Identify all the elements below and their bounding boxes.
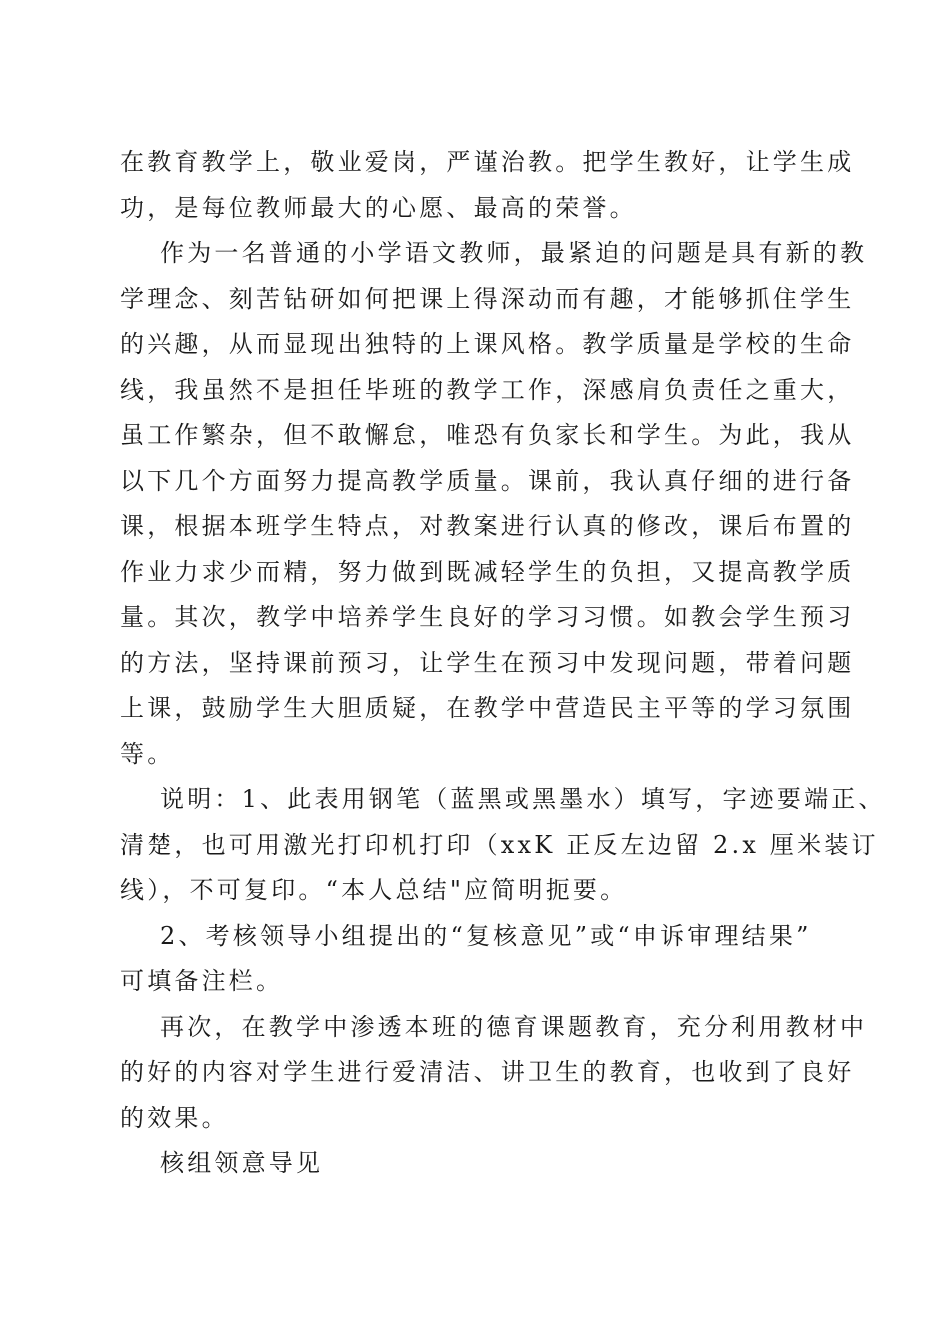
text-line: 可填备注栏。 bbox=[120, 967, 284, 995]
text-line: 的方法，坚持课前预习，让学生在预习中发现问题，带着问题 bbox=[120, 648, 855, 677]
text-line: 核组领意导见 bbox=[160, 1149, 324, 1177]
text-line: 线，我虽然不是担任毕班的教学工作，深感肩负责任之重大， bbox=[120, 375, 855, 404]
text-line: 以下几个方面努力提高教学质量。课前，我认真仔细的进行备 bbox=[120, 466, 855, 495]
text-line: 说明：1、此表用钢笔（蓝黑或黑墨水）填写，字迹要端正、 bbox=[160, 785, 886, 813]
text-line: 在教育教学上，敬业爱岗，严谨治教。把学生教好，让学生成 bbox=[120, 148, 855, 176]
text-line: 等。 bbox=[120, 739, 175, 768]
text-line: 虽工作繁杂，但不敢懈怠，唯恐有负家长和学生。为此，我从 bbox=[120, 421, 855, 449]
text-line: 的好的内容对学生进行爱清洁、讲卫生的教育，也收到了良好 bbox=[120, 1058, 855, 1086]
text-line: 的兴趣，从而显现出独特的上课风格。教学质量是学校的生命 bbox=[120, 330, 855, 358]
text-line: 清楚，也可用激光打印机打印（xxK 正反左边留 2.x 厘米装订 bbox=[120, 830, 879, 859]
text-line: 量。其次，教学中培养学生良好的学习习惯。如教会学生预习 bbox=[120, 603, 855, 631]
text-line: 线），不可复印。“本人总结"应简明扼要。 bbox=[120, 876, 628, 904]
document-body bbox=[120, 140, 886, 1187]
text-line: 学理念、刻苦钻研如何把课上得深动而有趣，才能够抓住学生 bbox=[120, 284, 855, 313]
text-line: 课，根据本班学生特点，对教案进行认真的修改，课后布置的 bbox=[120, 512, 855, 540]
text-line: 功，是每位教师最大的心愿、最高的荣誉。 bbox=[120, 193, 637, 222]
text-line: 作业力求少而精，努力做到既减轻学生的负担，又提高教学质 bbox=[120, 557, 855, 586]
text-line: 作为一名普通的小学语文教师，最紧迫的问题是具有新的教 bbox=[160, 239, 868, 267]
text-line: 的效果。 bbox=[120, 1103, 229, 1132]
text-line: 再次，在教学中渗透本班的德育课题教育，充分利用教材中 bbox=[160, 1012, 868, 1041]
text-line: 上课，鼓励学生大胆质疑，在教学中营造民主平等的学习氛围 bbox=[120, 694, 855, 722]
text-line: 2、考核领导小组提出的“复核意见”或“申诉审理结果” bbox=[160, 921, 812, 950]
